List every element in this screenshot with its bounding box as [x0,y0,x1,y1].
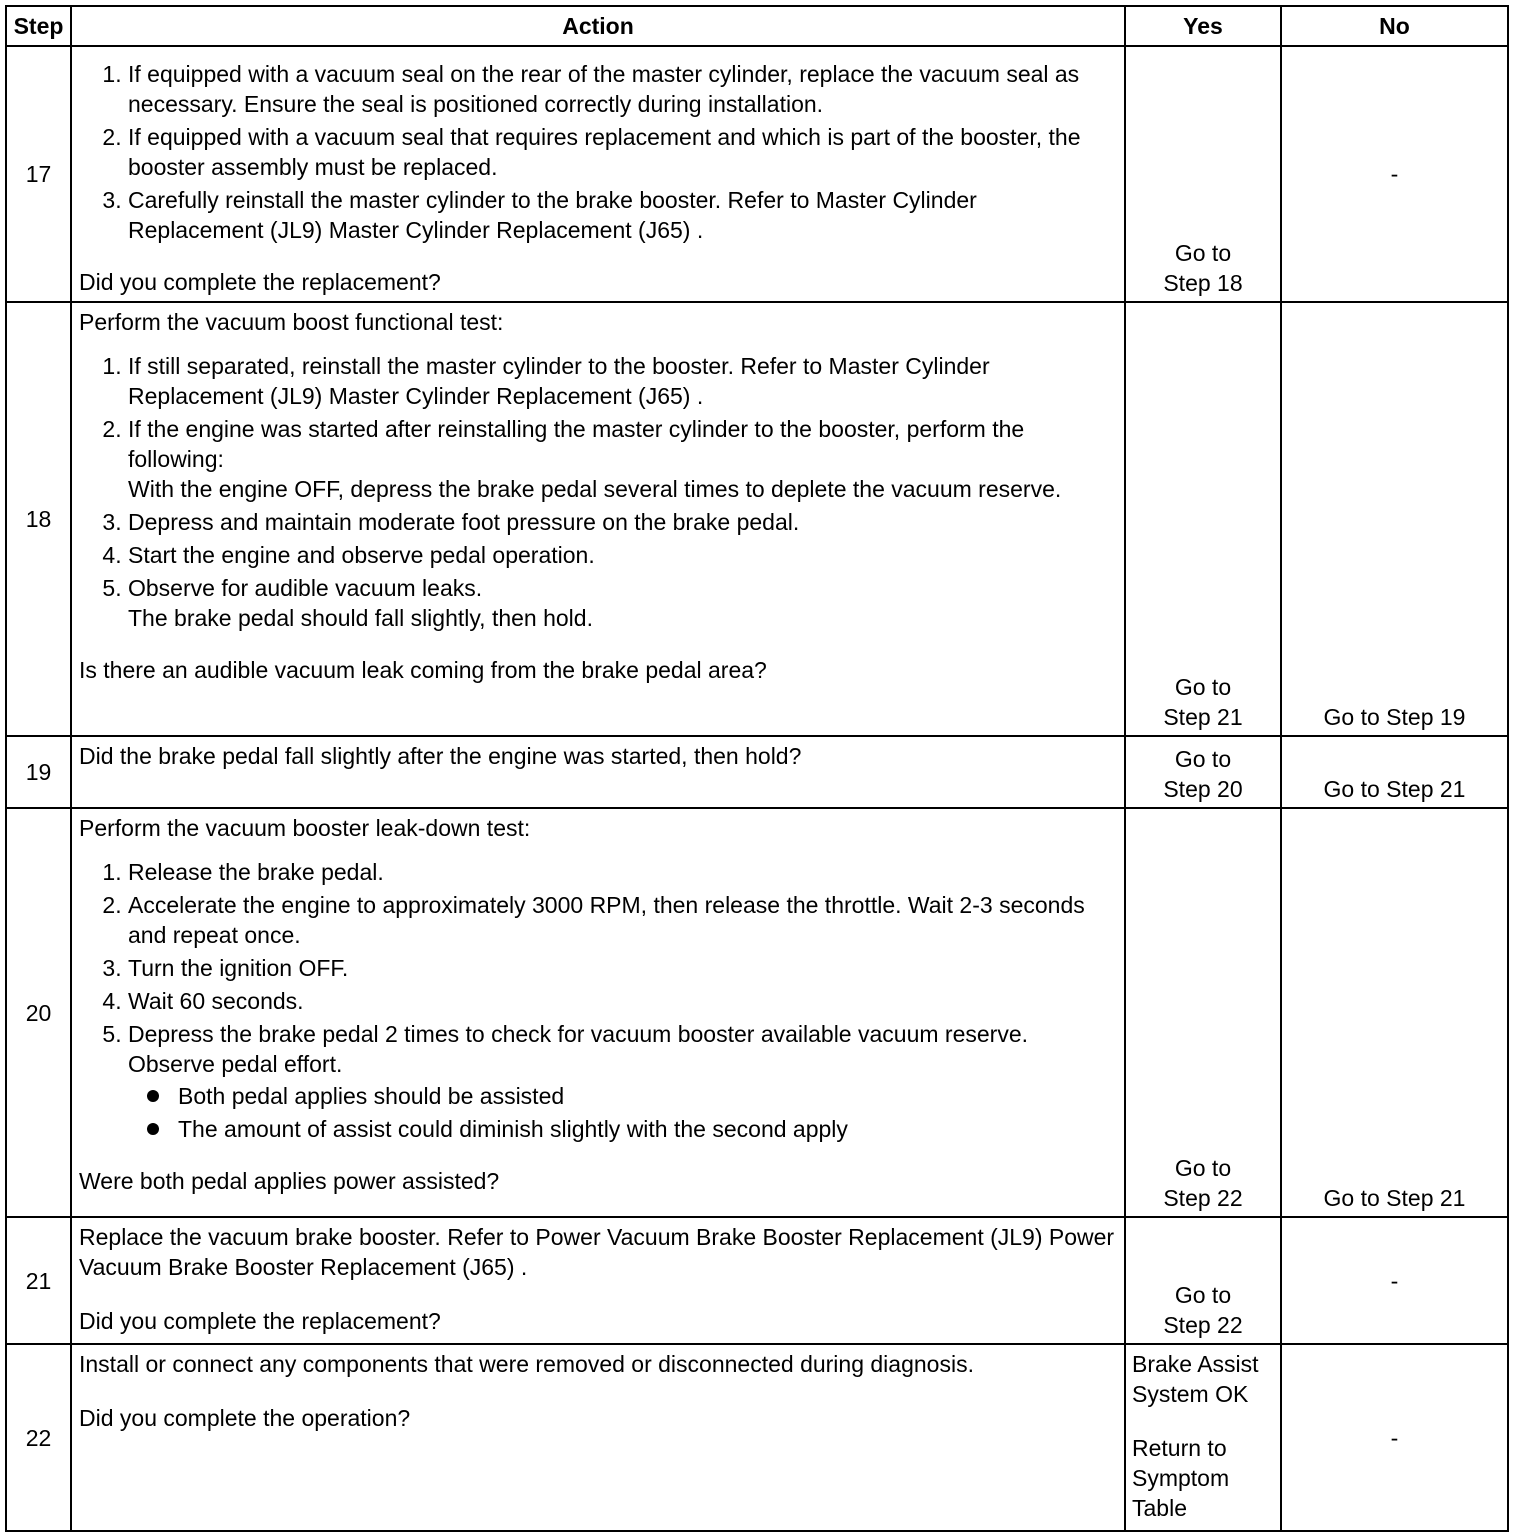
list-item-text: Observe for audible vacuum leaks. [128,575,483,601]
action-cell [71,808,1125,1217]
bullet-list [128,1081,1118,1144]
action-intro: Perform the vacuum booster leak-down test: [79,815,531,841]
action-intro: Perform the vacuum boost functional test: [79,309,504,335]
step-number: 22 [6,1344,71,1531]
yes-link-line1[interactable]: Go to [1174,1155,1232,1181]
no-cell[interactable]: Go to Step 21 [1281,736,1508,808]
yes-link-line2[interactable]: Step 21 [1163,704,1243,730]
step-number: 18 [6,302,71,736]
question-text: Is there an audible vacuum leak coming from the brake pedal area? [79,657,767,683]
no-cell: - [1281,46,1508,302]
header-action: Action [71,6,1125,46]
yes-link-line1[interactable]: Go to [1174,1282,1232,1308]
action-list [79,857,1118,1144]
list-item: 2. If equipped with a vacuum seal that requires replacement and which is part of the booster, the booster assembly must be replaced. [128,122,1118,182]
list-item-subtext: With the engine OFF, depress the brake pedal several times to deplete the vacuum reserve. [128,476,1062,502]
yes-link-line2[interactable]: Step 20 [1163,776,1243,802]
action-cell [71,46,1125,302]
list-item [128,573,1118,633]
yes-result-text: Brake Assist System OK [1132,1351,1259,1407]
action-cell [71,1217,1125,1344]
header-no: No [1281,6,1508,46]
header-row [6,6,1508,46]
question-text: Did the brake pedal fall slightly after the engine was started, then hold? [79,743,802,769]
list-item: 3. Carefully reinstall the master cylinder to the brake booster. Refer to Master Cylinder Replacement (JL9) Master Cylinder Replacement (J65) . [128,185,1118,245]
yes-cell [1125,1344,1281,1531]
list-item-text: Depress the brake pedal 2 times to check for vacuum booster available vacuum reserve. [128,1021,1028,1047]
yes-link-line2[interactable]: Step 22 [1163,1312,1243,1338]
no-cell: - [1281,1344,1508,1531]
yes-link-line1[interactable]: Go to [1174,674,1232,700]
yes-return-link[interactable]: Return to Symptom Table [1132,1435,1230,1521]
action-cell [71,1344,1125,1531]
no-cell[interactable]: Go to Step 21 [1281,808,1508,1217]
yes-cell [1125,302,1281,736]
list-item-subtext: Observe pedal effort. [128,1051,343,1077]
header-yes: Yes [1125,6,1281,46]
step-number: 19 [6,736,71,808]
list-item [128,1019,1118,1144]
list-item: 2. Accelerate the engine to approximately 3000 RPM, then release the throttle. Wait 2-3 seconds and repeat once. [128,890,1118,950]
table-row-step-18 [6,302,1508,736]
question-text: Did you complete the replacement? [79,269,441,295]
list-item: 1. If equipped with a vacuum seal on the rear of the master cylinder, replace the vacuum seal as necessary. Ensure the seal is positioned correctly during installation. [128,59,1118,119]
action-cell [71,736,1125,808]
list-item: 1. If still separated, reinstall the master cylinder to the booster. Refer to Master Cylinder Replacement (JL9) Master Cylinder Replacement (J65) . [128,351,1118,411]
question-text: Did you complete the replacement? [79,1308,441,1334]
step-number: 21 [6,1217,71,1344]
list-item [128,414,1118,504]
action-list [79,59,1118,245]
list-item: 3. Turn the ignition OFF. [128,953,1118,983]
step-number: 17 [6,46,71,302]
table-row-step-22 [6,1344,1508,1531]
no-cell[interactable]: Go to Step 19 [1281,302,1508,736]
yes-cell [1125,46,1281,302]
action-cell [71,302,1125,736]
action-text: Replace the vacuum brake booster. Refer to Power Vacuum Brake Booster Replacement (JL9) Power Vacuum Brake Booster Replacement (J65) . [79,1224,1115,1280]
header-step: Step [6,6,71,46]
yes-cell [1125,808,1281,1217]
no-cell: - [1281,1217,1508,1344]
table-row-step-19 [6,736,1508,808]
list-item: 3. Depress and maintain moderate foot pressure on the brake pedal. [128,507,1118,537]
list-item: 1. Release the brake pedal. [128,857,1118,887]
step-number: 20 [6,808,71,1217]
table-row-step-20 [6,808,1508,1217]
table-row-step-21 [6,1217,1508,1344]
yes-cell [1125,736,1281,808]
list-item-text: If the engine was started after reinstalling the master cylinder to the booster, perform the following: [128,416,1025,472]
yes-link-line2[interactable]: Step 18 [1163,270,1243,296]
question-text: Did you complete the operation? [79,1405,411,1431]
action-list [79,351,1118,633]
bullet-item: The amount of assist could diminish slightly with the second apply [128,1114,1118,1144]
list-item: 4. Wait 60 seconds. [128,986,1118,1016]
yes-link-line2[interactable]: Step 22 [1163,1185,1243,1211]
table-row-step-17 [6,46,1508,302]
yes-link-line1[interactable]: Go to [1174,240,1232,266]
list-item-subtext: The brake pedal should fall slightly, then hold. [128,605,593,631]
diagnostic-table [5,5,1509,1532]
yes-cell [1125,1217,1281,1344]
action-text: Install or connect any components that were removed or disconnected during diagnosis. [79,1351,974,1377]
list-item: 4. Start the engine and observe pedal operation. [128,540,1118,570]
yes-link-line1[interactable]: Go to [1174,746,1232,772]
bullet-item: Both pedal applies should be assisted [128,1081,1118,1111]
question-text: Were both pedal applies power assisted? [79,1168,500,1194]
